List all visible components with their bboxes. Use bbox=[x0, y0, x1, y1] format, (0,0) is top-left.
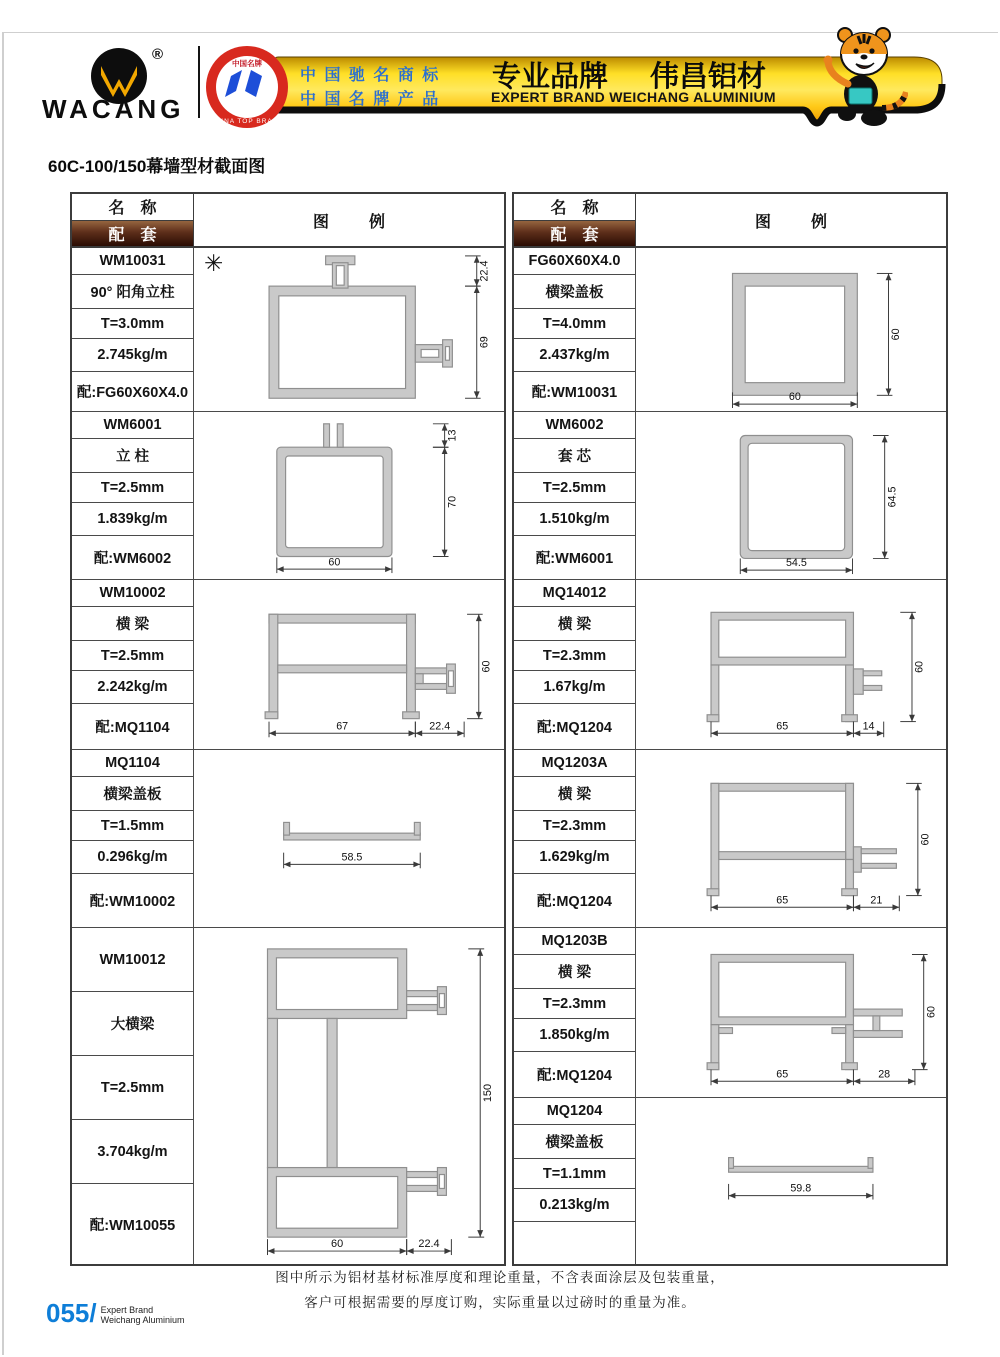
diagram-cell bbox=[194, 248, 504, 411]
table-row bbox=[72, 580, 504, 750]
profile-diagram-wm10031 bbox=[197, 252, 502, 408]
logo-text: WACANG bbox=[42, 94, 185, 124]
col-header-match: 配 套 bbox=[514, 221, 635, 247]
dimension bbox=[853, 1068, 914, 1085]
model-cell: WM6002 bbox=[514, 412, 635, 439]
thickness-cell: T=2.5mm bbox=[72, 641, 193, 671]
thickness-cell: T=1.1mm bbox=[514, 1159, 635, 1189]
col-header-match: 配 套 bbox=[72, 221, 193, 247]
table-row bbox=[514, 412, 946, 580]
dimension bbox=[432, 423, 457, 446]
diagram-cell bbox=[636, 580, 946, 749]
col-header-legend: 图 例 bbox=[312, 213, 397, 231]
dimension bbox=[711, 1068, 853, 1085]
svg-text:60: 60 bbox=[480, 659, 492, 672]
page-title: 60C-100/150幕墙型材截面图 bbox=[48, 157, 266, 176]
thickness-cell: T=2.3mm bbox=[514, 811, 635, 841]
dimension bbox=[853, 720, 883, 737]
svg-text:60: 60 bbox=[889, 327, 902, 340]
table-row bbox=[514, 750, 946, 928]
diagram-cell bbox=[194, 750, 504, 927]
match-cell bbox=[514, 1222, 635, 1264]
profile-diagram-mq1203b bbox=[639, 933, 944, 1093]
thickness-cell: T=2.5mm bbox=[72, 1056, 193, 1120]
right-profile-table bbox=[512, 192, 948, 1266]
asterisk-mark: ✳ bbox=[204, 250, 224, 276]
match-cell: 配:WM6001 bbox=[535, 551, 614, 567]
model-cell: WM10012 bbox=[72, 928, 193, 992]
dimension bbox=[740, 557, 852, 574]
dimension bbox=[465, 286, 490, 398]
footer-note-line2: 客户可根据需要的厚度订购，实际重量以过磅时的重量为准。 bbox=[304, 1295, 696, 1310]
profile-diagram-wm10012 bbox=[197, 931, 502, 1261]
diagram-cell bbox=[636, 412, 946, 579]
model-cell: MQ1104 bbox=[72, 750, 193, 777]
name-cell: 大横梁 bbox=[72, 992, 193, 1056]
weight-cell: 3.704kg/m bbox=[72, 1120, 193, 1184]
svg-text:64.5: 64.5 bbox=[885, 486, 898, 507]
profile-diagram-fg60x60 bbox=[639, 252, 944, 408]
tiger-mascot-icon bbox=[818, 24, 908, 128]
dimension bbox=[906, 783, 931, 895]
match-cell: 配:MQ1204 bbox=[537, 894, 612, 910]
registered-mark: ® bbox=[152, 46, 164, 63]
model-cell: FG60X60X4.0 bbox=[514, 248, 635, 275]
diagram-cell bbox=[194, 580, 504, 749]
svg-text:14: 14 bbox=[862, 719, 875, 732]
match-cell: 配:WM10055 bbox=[89, 1217, 176, 1234]
weight-cell: 1.67kg/m bbox=[514, 671, 635, 704]
diagram-cell bbox=[636, 248, 946, 411]
name-cell: 横 梁 bbox=[514, 607, 635, 641]
dimension bbox=[911, 954, 936, 1069]
svg-text:59.8: 59.8 bbox=[789, 1182, 811, 1195]
svg-text:67: 67 bbox=[335, 719, 348, 732]
svg-text:58.5: 58.5 bbox=[341, 850, 362, 863]
weight-cell: 1.839kg/m bbox=[72, 503, 193, 536]
name-cell: 横 梁 bbox=[72, 607, 193, 641]
diagram-cell bbox=[636, 750, 946, 927]
model-cell: MQ1203A bbox=[514, 750, 635, 777]
model-cell: WM10031 bbox=[72, 248, 193, 275]
page-number: 055/ bbox=[46, 1298, 97, 1328]
dimension bbox=[269, 720, 415, 737]
svg-text:13: 13 bbox=[445, 429, 458, 441]
thickness-cell: T=2.3mm bbox=[514, 641, 635, 671]
table-row bbox=[514, 248, 946, 412]
svg-text:54.5: 54.5 bbox=[785, 556, 807, 569]
svg-text:21: 21 bbox=[869, 893, 882, 906]
table-row bbox=[72, 248, 504, 412]
page-number-block bbox=[46, 1300, 184, 1326]
dimension bbox=[711, 894, 853, 911]
left-profile-table bbox=[70, 192, 506, 1266]
name-cell: 横 梁 bbox=[514, 955, 635, 989]
profile-diagram-mq1203a bbox=[639, 759, 944, 919]
page-brand: Expert Brand Weichang Aluminium bbox=[100, 1305, 185, 1325]
banner-line1: 中 国 驰 名 商 标 bbox=[300, 67, 441, 84]
banner-line2: 中 国 名 牌 产 品 bbox=[300, 91, 441, 108]
dimension bbox=[728, 1183, 872, 1200]
svg-text:65: 65 bbox=[775, 719, 788, 732]
svg-text:60: 60 bbox=[919, 833, 932, 845]
col-header-name: 名 称 bbox=[72, 194, 193, 221]
weight-cell: 2.745kg/m bbox=[72, 339, 193, 372]
match-cell: 配:FG60X60X4.0 bbox=[76, 385, 189, 401]
header-divider bbox=[198, 46, 200, 118]
svg-text:60: 60 bbox=[327, 555, 340, 568]
thickness-cell: T=2.5mm bbox=[514, 473, 635, 503]
dimension bbox=[276, 556, 391, 573]
dimension bbox=[283, 851, 420, 868]
badge-ring-text: CHINA TOP BRAND bbox=[209, 118, 285, 125]
weight-cell: 2.437kg/m bbox=[514, 339, 635, 372]
match-cell: 配:MQ1204 bbox=[537, 1068, 612, 1084]
name-cell: 立 柱 bbox=[72, 439, 193, 473]
svg-text:60: 60 bbox=[913, 660, 926, 673]
dimension bbox=[853, 894, 899, 911]
svg-text:22.4: 22.4 bbox=[428, 719, 450, 732]
dimension bbox=[872, 435, 897, 558]
svg-text:60: 60 bbox=[330, 1238, 343, 1251]
thickness-cell: T=1.5mm bbox=[72, 811, 193, 841]
model-cell: MQ1203B bbox=[514, 928, 635, 955]
name-cell: 横 梁 bbox=[514, 777, 635, 811]
profile-diagram-wm6002 bbox=[639, 416, 944, 576]
match-cell: 配:MQ1204 bbox=[537, 720, 612, 736]
thickness-cell: T=3.0mm bbox=[72, 309, 193, 339]
dimension bbox=[432, 447, 457, 556]
dimension bbox=[876, 273, 901, 395]
table-row bbox=[72, 928, 504, 1264]
dimension bbox=[465, 255, 490, 285]
name-cell: 横梁盖板 bbox=[514, 275, 635, 309]
thickness-cell: T=4.0mm bbox=[514, 309, 635, 339]
match-cell: 配:WM10031 bbox=[531, 385, 618, 401]
dimension bbox=[267, 1238, 406, 1255]
profile-diagram-mq1204 bbox=[639, 1102, 944, 1260]
dimension bbox=[406, 1238, 451, 1255]
diagram-cell bbox=[636, 1098, 946, 1264]
thickness-cell: T=2.5mm bbox=[72, 473, 193, 503]
profile-diagram-wm6001 bbox=[197, 416, 502, 576]
table-row bbox=[514, 928, 946, 1098]
weight-cell: 1.850kg/m bbox=[514, 1019, 635, 1052]
table-row bbox=[514, 1098, 946, 1264]
model-cell: MQ14012 bbox=[514, 580, 635, 607]
table-row bbox=[514, 580, 946, 750]
diagram-cell bbox=[636, 928, 946, 1097]
dimension bbox=[711, 720, 853, 737]
table-header bbox=[514, 194, 946, 248]
diagram-cell bbox=[194, 412, 504, 579]
svg-text:70: 70 bbox=[445, 495, 458, 508]
name-cell: 横梁盖板 bbox=[72, 777, 193, 811]
profile-diagram-mq14012 bbox=[639, 585, 944, 745]
banner-subtitle: EXPERT BRAND WEICHANG ALUMINIUM bbox=[491, 89, 776, 105]
profile-diagram-wm10002 bbox=[197, 585, 502, 745]
scan-edge-left bbox=[2, 32, 4, 1355]
weight-cell: 0.213kg/m bbox=[514, 1189, 635, 1222]
table-row bbox=[72, 412, 504, 580]
table-header bbox=[72, 194, 504, 248]
profile-diagram-mq1104 bbox=[197, 759, 502, 919]
dimension bbox=[467, 614, 492, 718]
footer-note-line1: 图中所示为铝材基材标准厚度和理论重量，不含表面涂层及包装重量， bbox=[275, 1270, 725, 1285]
table-row bbox=[72, 750, 504, 928]
match-cell: 配:MQ1104 bbox=[95, 720, 170, 736]
weight-cell: 1.629kg/m bbox=[514, 841, 635, 874]
svg-text:65: 65 bbox=[775, 893, 788, 906]
svg-text:60: 60 bbox=[788, 390, 801, 403]
svg-text:65: 65 bbox=[775, 1067, 788, 1080]
banner-title-left: 专业品牌 bbox=[492, 61, 609, 93]
weight-cell: 0.296kg/m bbox=[72, 841, 193, 874]
name-cell: 90° 阳角立柱 bbox=[72, 275, 193, 309]
weight-cell: 2.242kg/m bbox=[72, 671, 193, 704]
svg-text:28: 28 bbox=[877, 1067, 890, 1080]
model-cell: WM10002 bbox=[72, 580, 193, 607]
svg-text:60: 60 bbox=[924, 1005, 937, 1018]
weight-cell: 1.510kg/m bbox=[514, 503, 635, 536]
match-cell: 配:WM10002 bbox=[89, 894, 176, 910]
model-cell: WM6001 bbox=[72, 412, 193, 439]
banner-title-right: 伟昌铝材 bbox=[650, 61, 767, 93]
name-cell: 套 芯 bbox=[514, 439, 635, 473]
col-header-name: 名 称 bbox=[514, 194, 635, 221]
svg-text:22.4: 22.4 bbox=[417, 1238, 440, 1251]
match-cell: 配:WM6002 bbox=[93, 551, 172, 567]
diagram-cell bbox=[194, 928, 504, 1264]
dimension bbox=[900, 612, 925, 721]
svg-text:22.4: 22.4 bbox=[477, 260, 490, 281]
dimension bbox=[468, 949, 494, 1237]
model-cell: MQ1204 bbox=[514, 1098, 635, 1125]
thickness-cell: T=2.3mm bbox=[514, 989, 635, 1019]
svg-text:69: 69 bbox=[477, 335, 490, 348]
china-top-brand-badge bbox=[204, 44, 290, 130]
col-header-legend: 图 例 bbox=[754, 213, 839, 231]
badge-top-text: 中国名牌 bbox=[232, 59, 262, 68]
name-cell: 横梁盖板 bbox=[514, 1125, 635, 1159]
svg-text:150: 150 bbox=[481, 1083, 494, 1103]
dimension bbox=[415, 720, 464, 737]
